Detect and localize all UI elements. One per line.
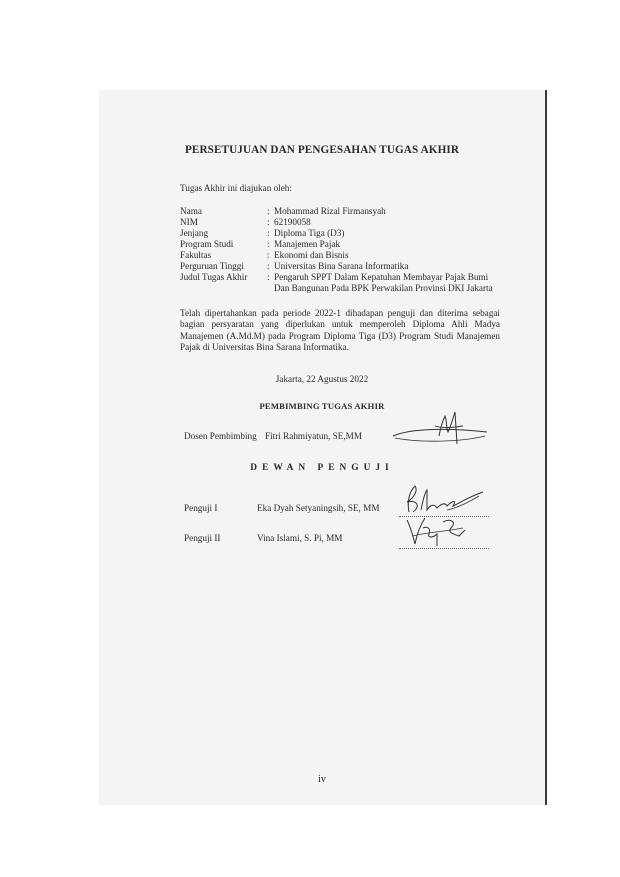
examiner-1-signature <box>401 482 491 518</box>
examiner-1-name: Eka Dyah Setyaningsih, SE, MM <box>257 503 380 513</box>
separator: : <box>267 239 270 249</box>
value-fakultas: Ekonomi dan Bisnis <box>274 250 349 260</box>
examiners-heading: DEWAN PENGUJI <box>250 463 394 473</box>
label-fakultas: Fakultas <box>180 250 212 260</box>
document-page <box>99 90 547 805</box>
intro-text: Tugas Akhir ini diajukan oleh: <box>180 183 292 193</box>
examiner-2-label: Penguji II <box>184 533 221 543</box>
value-judul-line2: Dan Bangunan Pada BPK Perwakilan Provinsi DKI Jakarta <box>274 283 493 293</box>
examiner-2-signature <box>403 514 483 550</box>
supervisor-heading: PEMBIMBING TUGAS AKHIR <box>259 401 385 411</box>
document-title: PERSETUJUAN DAN PENGESAHAN TUGAS AKHIR <box>185 144 459 156</box>
separator: : <box>267 228 270 238</box>
supervisor-name: Fitri Rahmiyatun, SE,MM <box>265 431 362 441</box>
supervisor-label: Dosen Pembimbing <box>184 431 257 441</box>
separator: : <box>267 272 270 282</box>
examiner-2-name: Vina Islami, S. Pi, MM <box>257 533 343 543</box>
label-nim: NIM <box>180 217 198 227</box>
label-jenjang: Jenjang <box>180 228 209 238</box>
separator: : <box>267 206 270 216</box>
page-number: iv <box>318 774 326 785</box>
value-perguruan-tinggi: Universitas Bina Sarana Informatika <box>274 261 409 271</box>
value-program-studi: Manajemen Pajak <box>274 239 341 249</box>
separator: : <box>267 250 270 260</box>
label-program-studi: Program Studi <box>180 239 234 249</box>
value-nama: Mohammad Rizal Firmansyah <box>274 206 386 216</box>
separator: : <box>267 261 270 271</box>
separator: : <box>267 217 270 227</box>
examiner-1-label: Penguji I <box>184 503 218 513</box>
supervisor-signature <box>391 406 491 446</box>
approval-paragraph: Telah dipertahankan pada periode 2022-1 dihadapan penguji dan diterima sebagai bagian persyaratan yang diperlukan untuk memperoleh Diploma Ahli Madya Manajemen (A.Md.M) pada Program Diploma Tiga (D3) Program Studi Manajemen Pajak di Universitas Bina Sarana Informatika. <box>180 308 500 353</box>
label-judul: Judul Tugas Akhir <box>180 272 248 282</box>
label-nama: Nama <box>180 206 202 216</box>
place-date: Jakarta, 22 Agustus 2022 <box>275 374 369 384</box>
value-jenjang: Diploma Tiga (D3) <box>274 228 345 238</box>
value-judul-line1: Pengaruh SPPT Dalam Kepatuhan Membayar Pajak Bumi <box>274 272 489 282</box>
label-perguruan-tinggi: Perguruan Tinggi <box>180 261 244 271</box>
value-nim: 62190058 <box>274 217 311 227</box>
